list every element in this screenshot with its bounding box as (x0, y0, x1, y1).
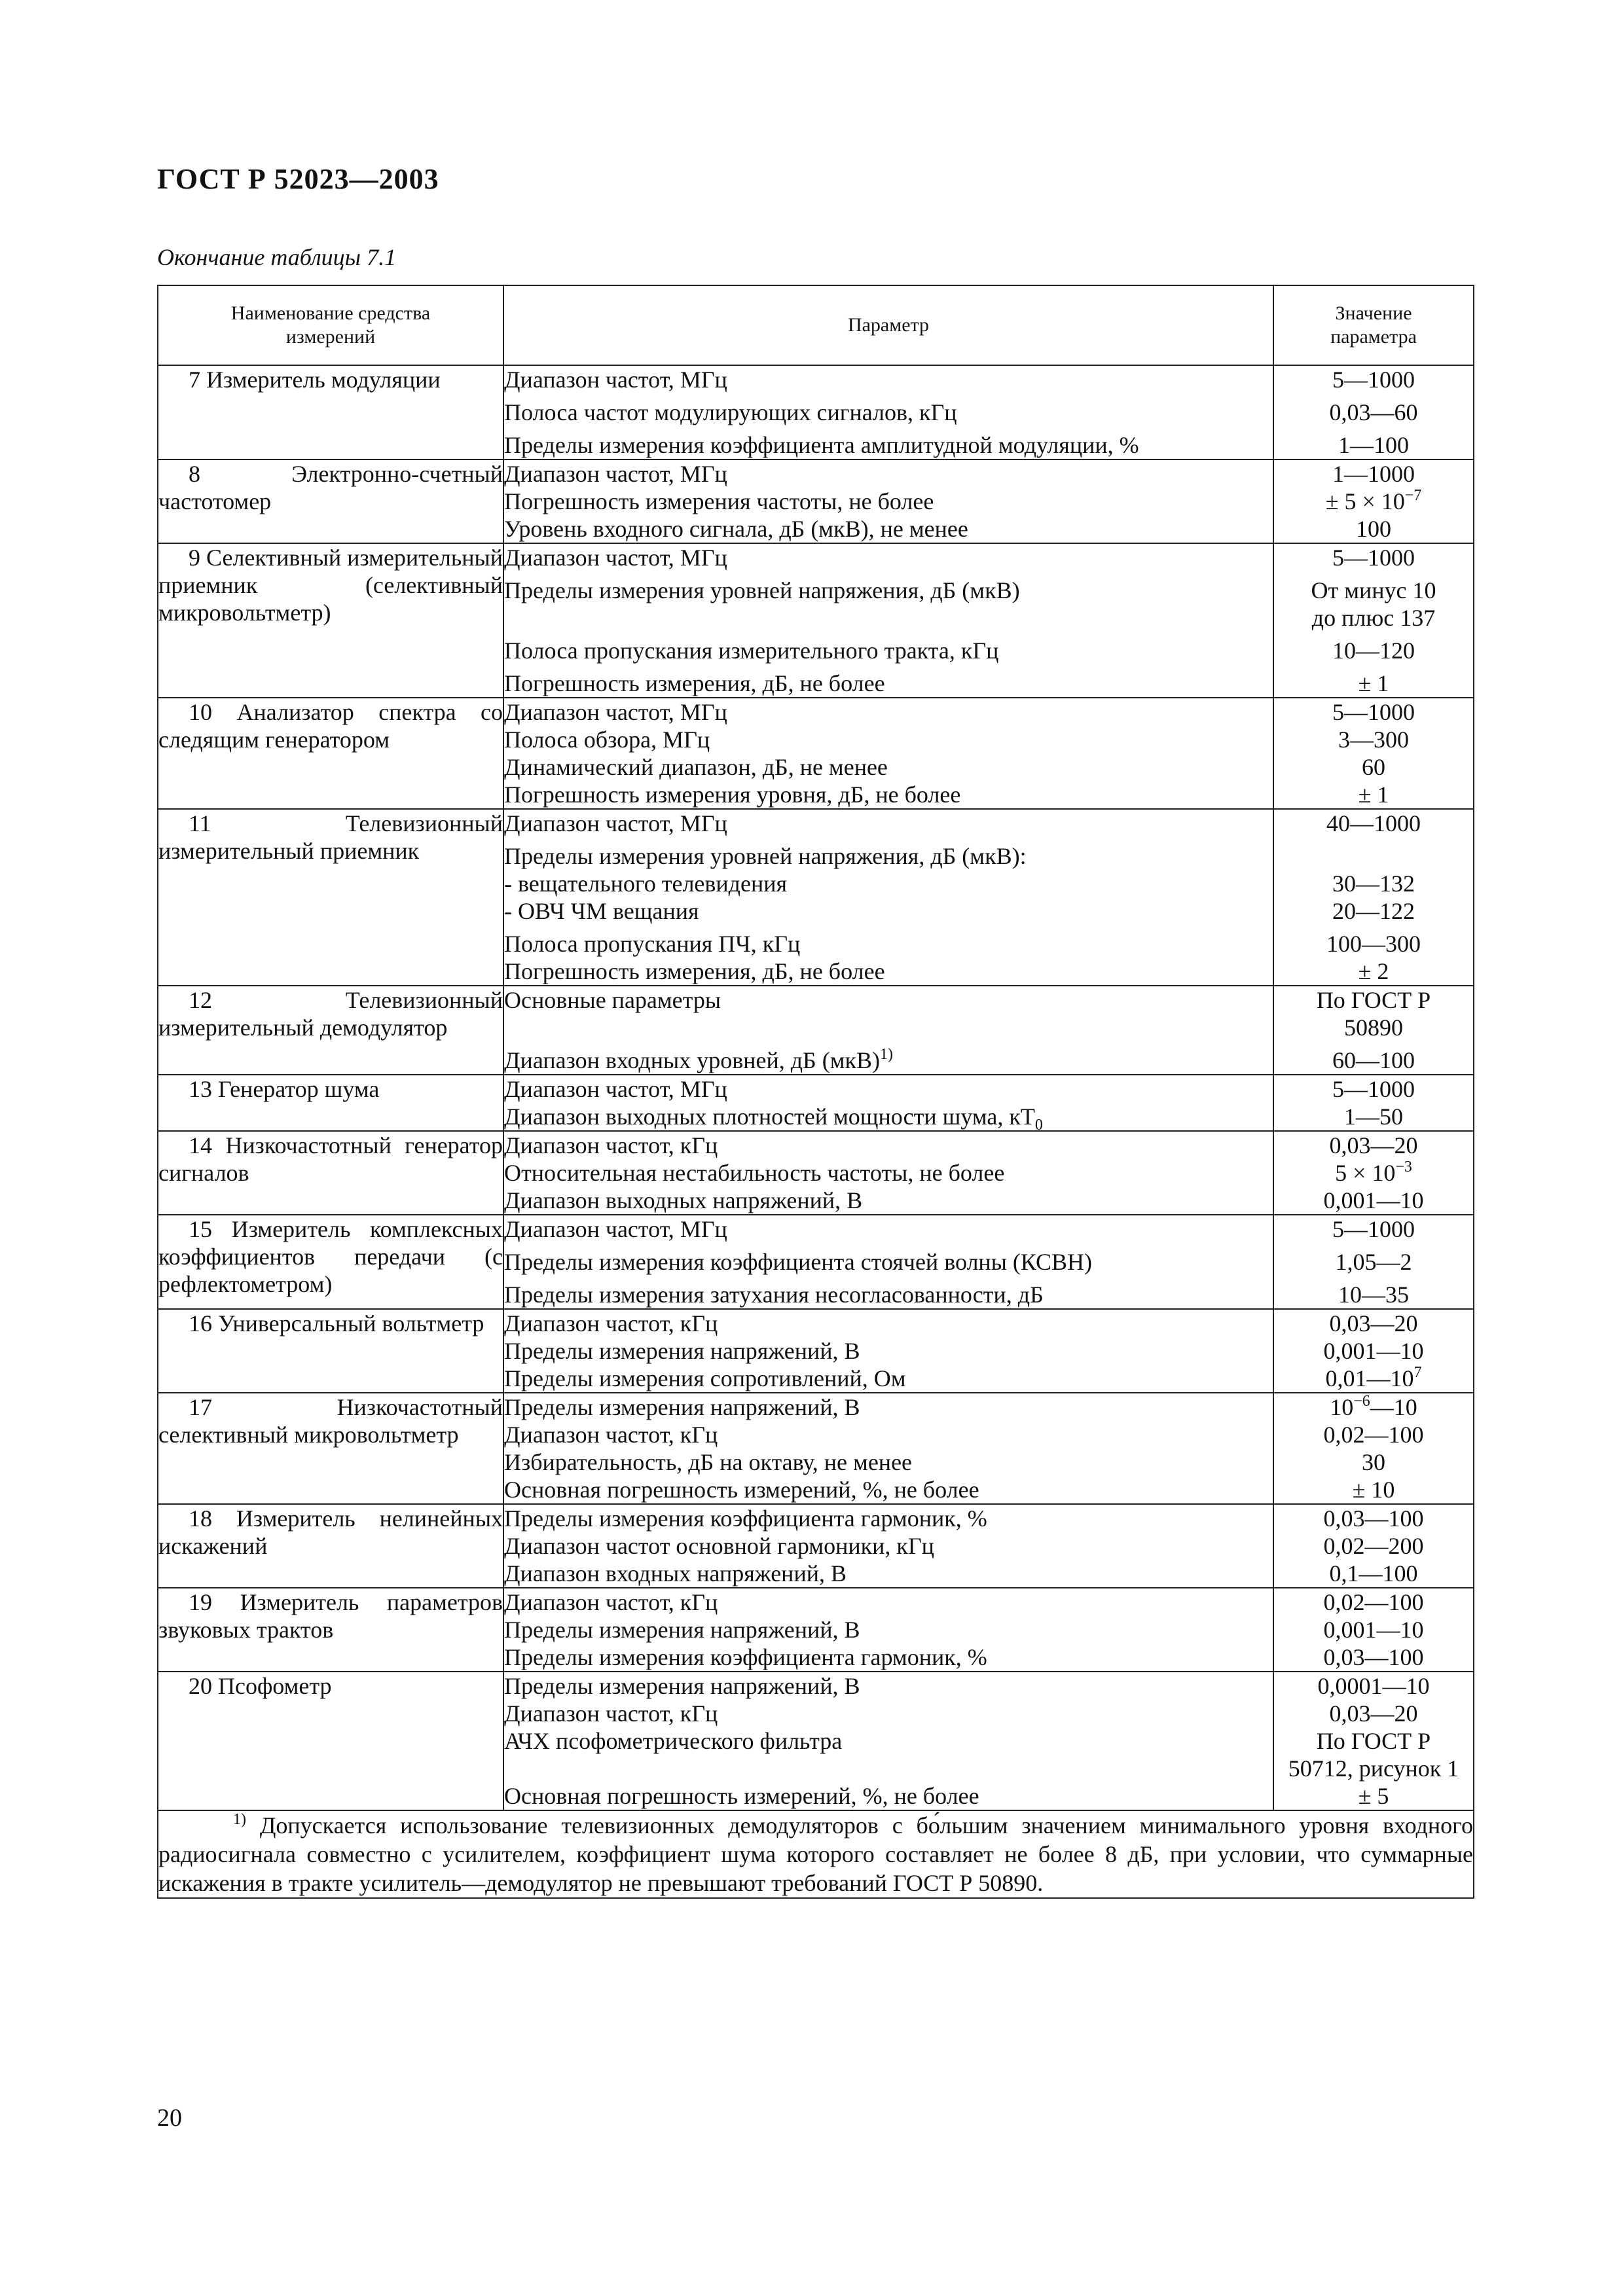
header-value: Значение параметра (1273, 285, 1474, 365)
value-line: $5 \times 10^{-3}$ (1335, 1158, 1412, 1186)
parameter-line: Диапазон частот, МГц (504, 461, 727, 487)
instrument-name: 12 Телевизионный измерительный демодулятор (158, 986, 503, 1075)
instrument-name: 9 Селективный измерительный приемник (селективный микровольтметр) (158, 543, 503, 698)
table-row (158, 459, 1474, 543)
value-line: 0,02—200 (1323, 1533, 1424, 1559)
value-list (1273, 1504, 1474, 1588)
parameter-line (504, 1014, 1273, 1041)
value-line: 100—300 (1326, 931, 1421, 957)
parameter-line: Полоса пропускания ПЧ, кГц (504, 931, 801, 957)
table-row (158, 809, 1474, 986)
parameter-line (504, 604, 1273, 632)
value-list (1273, 1393, 1474, 1504)
parameter-line: Диапазон выходных плотностей мощности шума, $кТ_0$ (504, 1103, 1043, 1134)
instrument-name: 7 Измеритель модуляции (158, 365, 503, 459)
parameter-line (504, 1755, 1273, 1782)
value-line (1274, 842, 1473, 870)
exponent: −7 (1404, 487, 1422, 504)
table-row (158, 986, 1474, 1075)
value-line: 0,02—100 (1323, 1422, 1424, 1448)
parameter-list (503, 1672, 1273, 1810)
header-param: Параметр (503, 285, 1273, 365)
value-line: От минус 10 (1311, 577, 1436, 603)
parameter-line: Основные параметры (504, 987, 721, 1013)
parameter-line: Диапазон частот, МГц (504, 545, 727, 571)
measurement-table (157, 285, 1474, 1899)
parameter-list (503, 986, 1273, 1075)
table-row (158, 698, 1474, 809)
table-row (158, 1672, 1474, 1810)
parameter-line: Диапазон частот, кГц (504, 1589, 718, 1615)
parameter-line: Погрешность измерения, дБ, не более (504, 670, 885, 696)
value-list (1273, 459, 1474, 543)
value-line: 1,05—2 (1335, 1249, 1412, 1275)
parameter-line: Пределы измерения напряжений, В (504, 1673, 860, 1699)
value-list (1273, 543, 1474, 698)
parameter-line: Диапазон частот, кГц (504, 1422, 718, 1448)
value-line: ± 1 (1358, 781, 1389, 808)
value-line: 30—132 (1332, 870, 1415, 897)
value-line: По ГОСТ Р (1316, 987, 1431, 1013)
parameter-line: Диапазон частот, МГц (504, 699, 727, 725)
parameter-line: Диапазон входных напряжений, В (504, 1560, 847, 1587)
parameter-line: Относительная нестабильность частоты, не более (504, 1160, 1005, 1186)
parameter-line: Диапазон частот, МГц (504, 367, 727, 393)
value-line: 1—1000 (1332, 461, 1415, 487)
value-line: 20—122 (1332, 898, 1415, 924)
value-list (1273, 1309, 1474, 1393)
value-line: 100 (1356, 516, 1391, 542)
table-row (158, 543, 1474, 698)
exponent: 7 (1413, 1364, 1422, 1381)
parameter-line: Диапазон частот основной гармоники, кГц (504, 1533, 934, 1559)
value-line: 60 (1362, 754, 1385, 780)
parameter-line: АЧХ псофометрического фильтра (504, 1728, 843, 1754)
value-list (1273, 1672, 1474, 1810)
value-line: 40—1000 (1326, 810, 1421, 836)
parameter-line: Диапазон частот, кГц (504, 1132, 718, 1158)
exponent: −3 (1395, 1158, 1412, 1175)
parameter-list (503, 543, 1273, 698)
value-line: 0,1—100 (1329, 1560, 1418, 1587)
instrument-name: 11 Телевизионный измерительный приемник (158, 809, 503, 986)
document-designation: ГОСТ Р 52023—2003 (157, 163, 439, 195)
value-line: до плюс 137 (1311, 605, 1436, 631)
value-line: По ГОСТ Р (1316, 1728, 1431, 1754)
value-line: 5—1000 (1332, 545, 1415, 571)
footnote-row (158, 1810, 1474, 1898)
footnote (158, 1810, 1474, 1898)
value-line: 5—1000 (1332, 367, 1415, 393)
instrument-name: 10 Анализатор спектра со следящим генератором (158, 698, 503, 809)
value-line: ± $5 \times 10^{-7}$ (1325, 487, 1422, 514)
value-line: 0,03—100 (1323, 1644, 1424, 1670)
value-line: 50712, рисунок 1 (1288, 1755, 1459, 1782)
parameter-line: Диапазон входных уровней, дБ (мкВ)$^{1)}$ (504, 1046, 893, 1073)
value-line: 50890 (1344, 1014, 1403, 1041)
table-row (158, 1393, 1474, 1504)
instrument-name: 20 Псофометр (158, 1672, 503, 1810)
value-line: ± 10 (1352, 1477, 1395, 1503)
value-line: 0,03—60 (1329, 399, 1418, 425)
parameter-line: Диапазон частот, МГц (504, 810, 727, 836)
value-list (1273, 1215, 1474, 1309)
instrument-name: 16 Универсальный вольтметр (158, 1309, 503, 1393)
parameter-line: Диапазон частот, МГц (504, 1076, 727, 1102)
parameter-line: Пределы измерения напряжений, В (504, 1394, 860, 1420)
parameter-line: Пределы измерения напряжений, В (504, 1338, 860, 1364)
parameter-list (503, 365, 1273, 459)
parameter-list (503, 459, 1273, 543)
value-list (1273, 1131, 1474, 1215)
table-row (158, 1504, 1474, 1588)
table-row (158, 1588, 1474, 1672)
parameter-line: Пределы измерения коэффициента стоячей волны (КСВН) (504, 1249, 1092, 1275)
value-list (1273, 365, 1474, 459)
parameter-line: Уровень входного сигнала, дБ (мкВ), не менее (504, 516, 968, 542)
value-line: 0,001—10 (1323, 1617, 1424, 1643)
page-number: 20 (157, 2104, 182, 2132)
parameter-list (503, 1504, 1273, 1588)
value-line: ± 2 (1358, 958, 1389, 984)
parameter-line: Пределы измерения сопротивлений, Ом (504, 1365, 906, 1391)
value-line: 0,03—20 (1329, 1700, 1418, 1727)
value-line: 3—300 (1338, 726, 1409, 753)
parameter-line: - вещательного телевидения (504, 870, 788, 897)
parameter-line: Пределы измерения уровней напряжения, дБ (мкВ): (504, 843, 1027, 869)
value-list (1273, 809, 1474, 986)
parameter-list (503, 1215, 1273, 1309)
table-caption: Окончание таблицы 7.1 (157, 244, 397, 270)
parameter-line: Пределы измерения коэффициента гармоник, % (504, 1505, 987, 1532)
parameter-line: Диапазон частот, кГц (504, 1310, 718, 1336)
instrument-name: 18 Измеритель нелинейных искажений (158, 1504, 503, 1588)
value-line: 1—50 (1344, 1103, 1403, 1130)
value-line: 0,001—10 (1323, 1187, 1424, 1213)
value-line: 0,0001—10 (1317, 1673, 1430, 1699)
parameter-line: Диапазон частот, кГц (504, 1700, 718, 1727)
parameter-line: Пределы измерения напряжений, В (504, 1617, 860, 1643)
instrument-name: 13 Генератор шума (158, 1075, 503, 1131)
parameter-list (503, 809, 1273, 986)
value-line: 0,03—100 (1323, 1505, 1424, 1532)
table-body (158, 365, 1474, 1810)
parameter-list (503, 698, 1273, 809)
parameter-list (503, 1588, 1273, 1672)
parameter-line: Диапазон выходных напряжений, В (504, 1187, 863, 1213)
instrument-name: 17 Низкочастотный селективный микровольтметр (158, 1393, 503, 1504)
instrument-name: 8 Электронно-счетный частотомер (158, 459, 503, 543)
parameter-line: Основная погрешность измерений, %, не более (504, 1477, 979, 1503)
parameter-line: Полоса частот модулирующих сигналов, кГц (504, 399, 957, 425)
parameter-line: Пределы измерения уровней напряжения, дБ (мкВ) (504, 577, 1020, 603)
value-list (1273, 1075, 1474, 1131)
value-list (1273, 986, 1474, 1075)
value-line: 0,03—20 (1329, 1310, 1418, 1336)
parameter-line: Полоса обзора, МГц (504, 726, 710, 753)
table-row (158, 1309, 1474, 1393)
parameter-list (503, 1393, 1273, 1504)
table-row (158, 1131, 1474, 1215)
instrument-name: 15 Измеритель комплексных коэффициентов передачи (с рефлектометром) (158, 1215, 503, 1309)
value-line: 0,001—10 (1323, 1338, 1424, 1364)
parameter-line: Избирательность, дБ на октаву, не менее (504, 1449, 913, 1475)
parameter-line: Динамический диапазон, дБ, не менее (504, 754, 888, 780)
value-line: 10—35 (1338, 1282, 1409, 1308)
value-line: $10^{-6}—10$ (1330, 1393, 1417, 1420)
value-line: ± 1 (1358, 670, 1389, 696)
value-list (1273, 1588, 1474, 1672)
parameter-list (503, 1309, 1273, 1393)
value-list (1273, 698, 1474, 809)
table-row (158, 1075, 1474, 1131)
instrument-name: 14 Низкочастотный генератор сигналов (158, 1131, 503, 1215)
parameter-line: Погрешность измерения, дБ, не более (504, 958, 885, 984)
parameter-list (503, 1131, 1273, 1215)
instrument-name: 19 Измеритель параметров звуковых трактов (158, 1588, 503, 1672)
header-name: Наименование средства измерений (158, 285, 503, 365)
footnote-text: Допускается использование телевизионных демодуляторов с бо́льшим значением минимального уровня входного радиосигнала совместно с усилителем, коэффициент шума которого составляет не более 8 дБ, при условии, что суммарные искажения в тракте усилитель—демодулятор не превышают требований ГОСТ Р 50890. (158, 1812, 1474, 1896)
value-line: 5—1000 (1332, 699, 1415, 725)
parameter-list (503, 1075, 1273, 1134)
parameter-line: Погрешность измерения частоты, не более (504, 488, 934, 514)
value-line: 10—120 (1332, 637, 1415, 664)
value-line: 30 (1362, 1449, 1385, 1475)
value-line: 5—1000 (1332, 1216, 1415, 1242)
value-line: 1—100 (1338, 432, 1409, 458)
parameter-line: Диапазон частот, МГц (504, 1216, 727, 1242)
footnote-ref: 1) (879, 1046, 893, 1063)
value-line: $0,01—10^7$ (1325, 1364, 1422, 1391)
parameter-line: - ОВЧ ЧМ вещания (504, 898, 699, 924)
value-line: ± 5 (1358, 1783, 1389, 1809)
value-line: 60—100 (1332, 1047, 1415, 1073)
parameter-line: Пределы измерения коэффициента амплитудной модуляции, % (504, 432, 1139, 458)
parameter-line: Полоса пропускания измерительного тракта, кГц (504, 637, 999, 664)
subscript: 0 (1034, 1117, 1043, 1134)
table-header-row (158, 285, 1474, 365)
parameter-line: Основная погрешность измерений, %, не более (504, 1783, 979, 1809)
exponent: −6 (1353, 1393, 1370, 1410)
footnote-mark: 1) (233, 1811, 246, 1828)
parameter-line: Погрешность измерения уровня, дБ, не более (504, 781, 961, 808)
table-row (158, 365, 1474, 459)
parameter-line: Пределы измерения коэффициента гармоник, % (504, 1644, 987, 1670)
value-line: 0,03—20 (1329, 1132, 1418, 1158)
table-row (158, 1215, 1474, 1309)
value-line: 0,02—100 (1323, 1589, 1424, 1615)
value-line: 5—1000 (1332, 1076, 1415, 1102)
parameter-line: Пределы измерения затухания несогласованности, дБ (504, 1282, 1044, 1308)
